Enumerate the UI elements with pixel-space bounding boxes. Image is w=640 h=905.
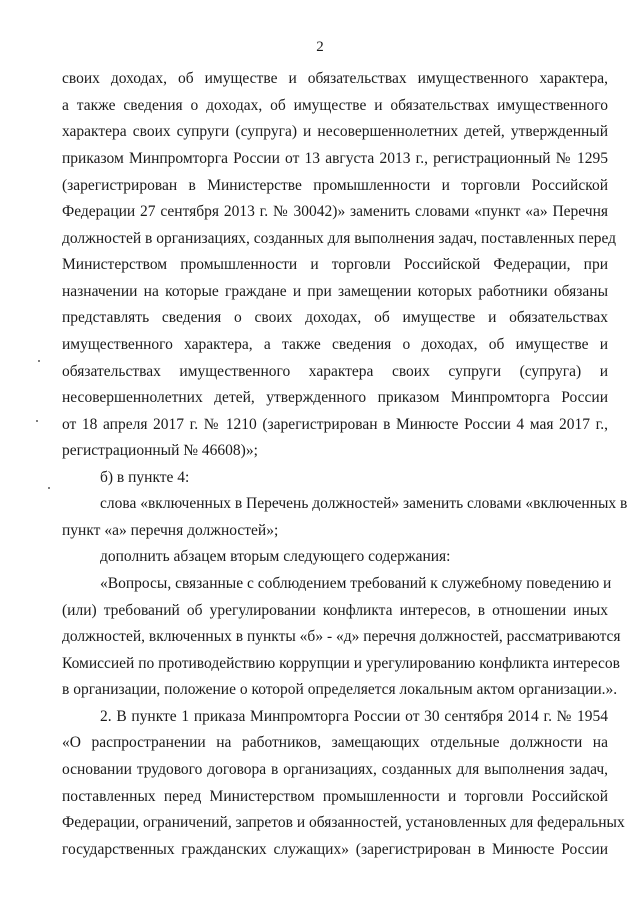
text-line: должностей в организациях, созданных для выполнения задач, поставленных перед bbox=[62, 230, 617, 247]
scan-mark bbox=[48, 487, 50, 489]
text-line: в организации, положение о которой определяется локальным актом организации.». bbox=[62, 681, 618, 698]
text-line: представлять сведения о своих доходах, об имуществе и обязательствах bbox=[62, 309, 608, 326]
text-line: Комиссией по противодействию коррупции и урегулированию конфликта интересов bbox=[62, 655, 620, 672]
text-line: приказом Минпромторга России от 13 августа 2013 г., регистрационный № 1295 bbox=[62, 150, 608, 167]
text-line: обязательствах имущественного характера своих супруги (супруга) и bbox=[62, 363, 608, 380]
text-line: (зарегистрирован в Министерстве промышленности и торговли Российской bbox=[62, 177, 608, 194]
text-line: Федерации 27 сентября 2013 г. № 30042)» заменить словами «пункт «а» Перечня bbox=[62, 203, 608, 220]
text-line: пункт «а» перечня должностей»; bbox=[62, 522, 279, 539]
text-line: Федерации, ограничений, запретов и обязанностей, установленных для федеральных bbox=[62, 814, 625, 831]
text-line: своих доходах, об имуществе и обязательствах имущественного характера, bbox=[62, 70, 608, 87]
text-line: от 18 апреля 2017 г. № 1210 (зарегистрирован в Минюсте России 4 мая 2017 г., bbox=[62, 416, 608, 433]
text-line: «О распространении на работников, замещающих отдельные должности на bbox=[62, 734, 608, 751]
text-line: основании трудового договора в организациях, созданных для выполнения задач, bbox=[62, 761, 608, 778]
scan-mark bbox=[36, 420, 38, 422]
text-line: б) в пункте 4: bbox=[100, 469, 190, 486]
text-line: несовершеннолетних детей, утвержденного приказом Минпромторга России bbox=[62, 389, 608, 406]
text-line: (или) требований об урегулировании конфликта интересов, в отношении иных bbox=[62, 602, 608, 619]
text-line: а также сведения о доходах, об имуществе и обязательствах имущественного bbox=[62, 97, 608, 114]
text-line: «Вопросы, связанные с соблюдением требований к служебному поведению и bbox=[100, 575, 612, 592]
text-line: слова «включенных в Перечень должностей» заменить словами «включенных в bbox=[100, 495, 628, 512]
text-line: регистрационный № 46608)»; bbox=[62, 442, 258, 459]
text-line: поставленных перед Министерством промышленности и торговли Российской bbox=[62, 788, 608, 805]
text-line: назначении на которые граждане и при замещении которых работники обязаны bbox=[62, 283, 608, 300]
scan-mark bbox=[38, 360, 40, 362]
text-line: Министерством промышленности и торговли Российской Федерации, при bbox=[62, 256, 608, 273]
text-line: должностей, включенных в пункты «б» - «д» перечня должностей, рассматриваются bbox=[62, 628, 621, 645]
page-number: 2 bbox=[316, 39, 324, 55]
text-line: дополнить абзацем вторым следующего содержания: bbox=[100, 548, 451, 565]
text-line: государственных гражданских служащих» (зарегистрирован в Минюсте России bbox=[62, 841, 608, 858]
text-line: характера своих супруги (супруга) и несовершеннолетних детей, утвержденный bbox=[62, 123, 608, 140]
text-line: 2. В пункте 1 приказа Минпромторга России от 30 сентября 2014 г. № 1954 bbox=[100, 708, 608, 725]
text-line: имущественного характера, а также сведения о доходах, об имуществе и bbox=[62, 336, 608, 353]
